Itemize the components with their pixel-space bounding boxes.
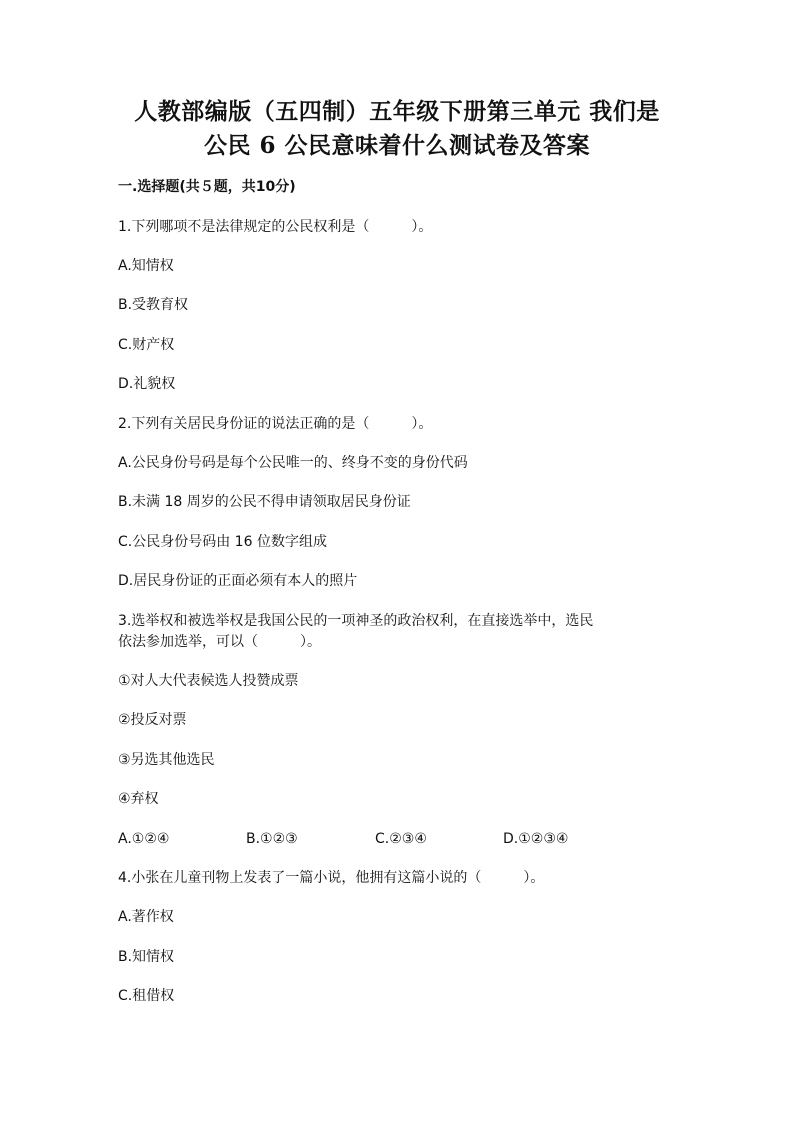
- section-heading: 一.选择题(共５题，共10分): [118, 179, 296, 195]
- page-title-line-2: 公民 6 公民意味着什么测试卷及答案: [203, 132, 591, 159]
- question-4-option-a: A.著作权: [118, 909, 174, 925]
- question-3-option-c: C.②③④: [375, 831, 427, 847]
- question-1-stem: 1.下列哪项不是法律规定的公民权利是（ ）。: [118, 219, 433, 235]
- question-3-option-b: B.①②③: [246, 831, 298, 847]
- question-2-option-c: C.公民身份号码由 16 位数字组成: [118, 534, 327, 550]
- question-2-option-b: B.未满 18 周岁的公民不得申请领取居民身份证: [118, 494, 411, 510]
- question-3-statement-3: ③另选其他选民: [118, 752, 215, 768]
- question-2-option-a: A.公民身份号码是每个公民唯一的、终身不变的身份代码: [118, 455, 468, 471]
- question-1-option-b: B.受教育权: [118, 297, 189, 313]
- question-2-option-d: D.居民身份证的正面必须有本人的照片: [118, 573, 358, 589]
- question-1-option-c: C.财产权: [118, 337, 175, 353]
- page-title-line-1: 人教部编版（五四制）五年级下册第三单元 我们是: [134, 98, 660, 125]
- question-3-statement-4: ④弃权: [118, 791, 159, 807]
- question-3-statement-1: ①对人大代表候选人投赞成票: [118, 673, 299, 689]
- question-2-stem: 2.下列有关居民身份证的说法正确的是（ ）。: [118, 416, 433, 432]
- question-4-option-c: C.租借权: [118, 988, 175, 1004]
- question-3-stem-line-1: 3.选举权和被选举权是我国公民的一项神圣的政治权利，在直接选举中，选民: [118, 613, 594, 629]
- question-1-option-a: A.知情权: [118, 258, 174, 274]
- question-1-option-d: D.礼貌权: [118, 376, 176, 392]
- question-3-option-d: D.①②③④: [503, 831, 569, 847]
- question-4-option-b: B.知情权: [118, 949, 175, 965]
- question-4-stem: 4.小张在儿童刊物上发表了一篇小说，他拥有这篇小说的（ ）。: [118, 870, 545, 886]
- question-3-stem-line-2: 依法参加选举，可以（ ）。: [118, 634, 321, 650]
- question-3-option-a: A.①②④: [118, 831, 170, 847]
- question-3-statement-2: ②投反对票: [118, 712, 187, 728]
